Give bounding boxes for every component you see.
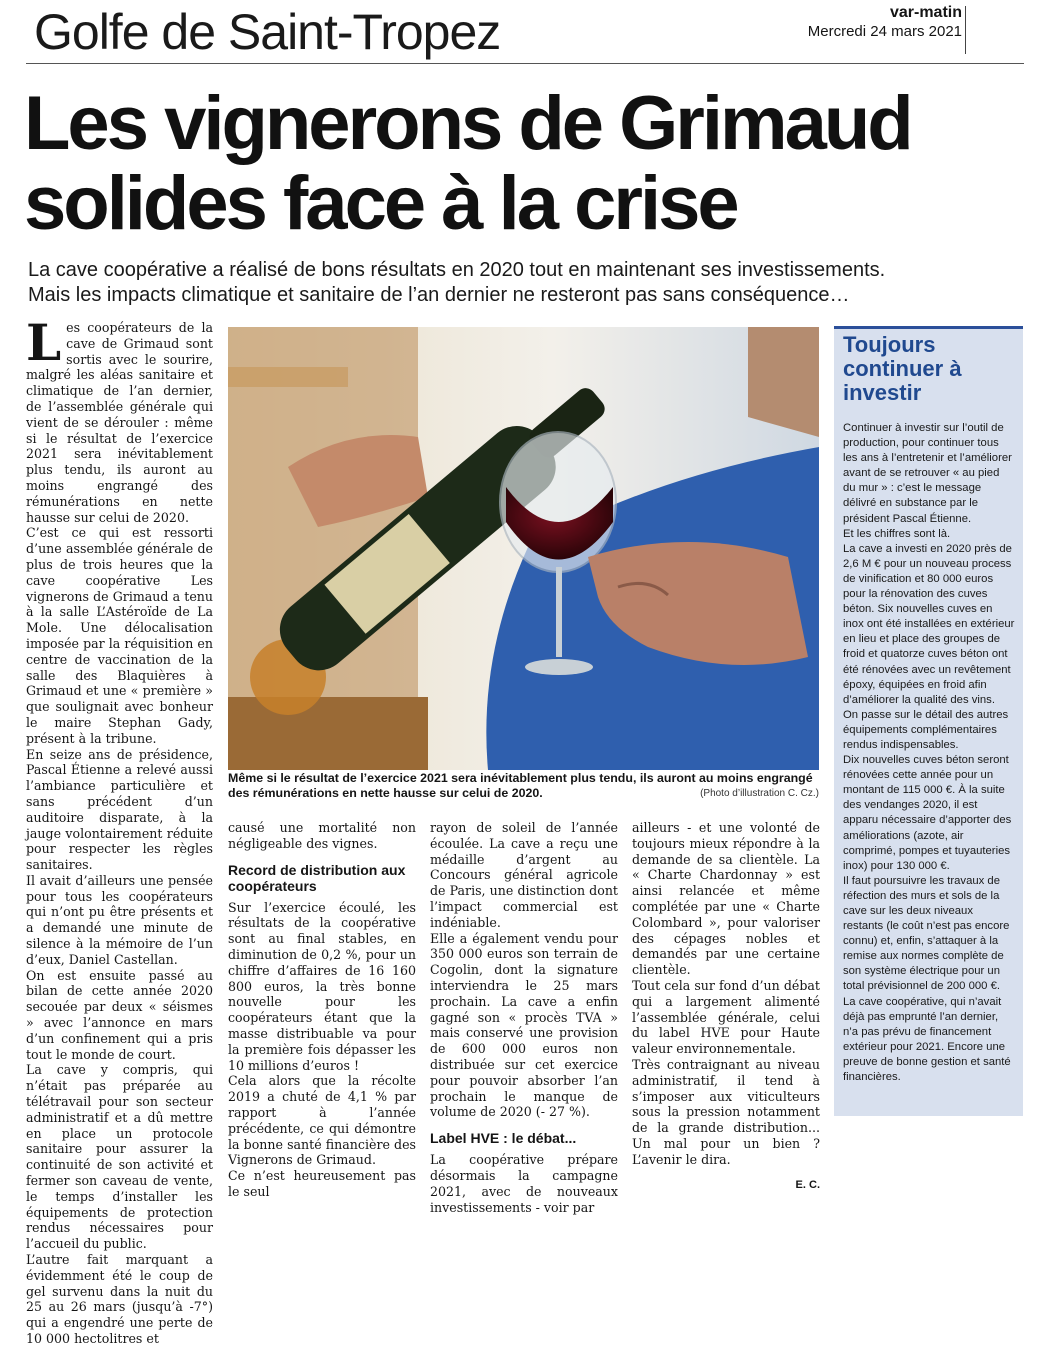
- article-paragraph: Très contraignant au niveau administratif, il tend à s’imposer aux viticulteurs sous la pression notamment de la grande distribution... Un mal pour un bien ? L’avenir le dira.: [632, 1056, 820, 1167]
- sidebar-paragraph: Il faut poursuivre les travaux de réfection des murs et sols de la cave sur les deux niveaux restants (le coût n’est pas encore connu) et, enfin, s’attaquer à la remise aux normes complète de son système électrique pour un total prévisionnel de 200 000 €.: [843, 874, 1010, 993]
- photo-credit: (Photo d’illustration C. Cz.): [700, 788, 819, 799]
- sidebar-box: [834, 326, 1023, 1116]
- article-paragraph: L’autre fait marquant a évidemment été le coup de gel survenu dans la nuit du 25 au 26 mars (jusqu’à -7°) qui a engendré une perte de 10 000 hectolitres et: [26, 1252, 213, 1346]
- subheading: Label HVE : le débat...: [430, 1130, 577, 1147]
- article-paragraph: La coopérative prépare désormais la campagne 2021, avec de nouveaux investissements - voir par: [430, 1152, 618, 1215]
- article-paragraph: En seize ans de présidence, Pascal Étienne a relevé aussi l’ambiance particulière et sans précédent d’un auditoire disparate, à la jauge volontairement réduite pour respecter les règles sanitaires.: [26, 746, 213, 873]
- sidebar-paragraph: La cave coopérative, qui n’avait déjà pas emprunté l’an dernier, n’a pas prévu de financement extérieur pour 2021. Encore une preuve de bonne gestion et santé financières.: [843, 995, 1011, 1084]
- drop-cap: L: [26, 313, 62, 372]
- article-paragraph: causé une mortalité non négligeable des vignes.: [228, 820, 416, 851]
- sidebar-paragraph: La cave a investi en 2020 près de 2,6 M € pour un nouveau process de vinification et 80 000 euros pour la rénovation des cuves béton. Six nouvelles cuves en inox ont été installées en extérieur en lieu et place des groupes de froid et quatorze cuves béton ont été rénovées avec un revêtement époxy, équipées en froid afin d’améliorer la qualité des vins.: [843, 542, 1015, 706]
- sidebar-title: Toujours continuer à investir: [843, 332, 962, 405]
- article-paragraph: ailleurs - et une volonté de toujours mieux répondre à la demande de sa clientèle. La « Charte Chardonnay » est ainsi relancée et même complétée par une « Charte Colombard », pour valoriser des cépages nobles et demandés par une certaine clientèle.: [632, 820, 820, 978]
- article-paragraph: Elle a également vendu pour 350 000 euros son terrain de Cogolin, dont la signature interviendra le 25 mars prochain. La cave a enfin gagné son « procès TVA » mais conservé une provision de 600 000 euros non distribuée sur cet exercice pour pouvoir absorber l’an prochain le manque de volume de 2020 (- 27 %).: [430, 930, 618, 1120]
- article-paragraph: La cave y compris, qui n’était pas préparée au télétravail pour son secteur administratif et a dû mettre en place un protocole sanitaire pour assurer la continuité de son activité et fermer son caveau de vente, le temps d’installer les équipements de protection rendus nécessaires pour l’accueil du public.: [26, 1062, 213, 1252]
- sidebar-paragraph: Continuer à investir sur l’outil de production, pour continuer tous les ans à l’entretenir et l’améliorer avant de se retrouver « au pied du mur » : c’est le message délivré en substance par le président Pascal Étienne.: [843, 422, 1012, 525]
- publication-info: [808, 4, 962, 42]
- article-column-4: [632, 820, 820, 1193]
- sidebar-paragraph: Et les chiffres sont là.: [843, 527, 951, 540]
- publication-name: var-matin: [889, 4, 962, 21]
- lede-line-2: Mais les impacts climatique et sanitaire de l’an dernier ne resteront pas sans conséquence…: [28, 284, 850, 306]
- header-rule: [26, 63, 1024, 64]
- article-paragraph: Tout cela sur fond d’un débat qui a largement alimenté l’assemblée générale, celui du label HVE pour Haute valeur environnementale.: [632, 977, 820, 1057]
- lede: [28, 258, 1028, 308]
- article-photo: [228, 327, 819, 770]
- article-paragraph: Cela alors que la récolte 2019 a chuté de 4,1 % par rapport à l’année précédente, ce qui démontre la bonne santé financière des Vignerons de Grimaud.: [228, 1073, 416, 1168]
- article-paragraph: C’est ce qui est ressorti d’une assemblée générale de plus de trois heures que la cave coopérative Les vignerons de Grimaud a tenu à la salle L’Astéroïde de La Mole. Une délocalisation imposée par la réquisition en centre de vaccination de la salle des Blaquières à Grimaud et une « première » que soulignait avec bonheur le maire Stephan Gady, présent à la tribune.: [26, 525, 213, 746]
- article-paragraph: rayon de soleil de l’année écoulée. La cave a reçu une médaille d’argent au Concours général agricole de Paris, une distinction dont l’impact commercial est indéniable.: [430, 820, 618, 930]
- article-paragraph: On est ensuite passé au bilan de cette année 2020 secouée par deux « séismes » avec l’annonce en mars d’un confinement qui a pris tout le monde de court.: [26, 967, 213, 1062]
- sidebar-paragraph: Dix nouvelles cuves béton seront rénovées cette année pour un montant de 115 000 €. À la suite des vendanges 2020, il est apparu nécessaire d’apporter des améliorations (azote, air comprimé, pompes et tuyauteries inox) pour 130 000 €.: [843, 754, 1012, 872]
- article-column-2: [228, 820, 416, 1200]
- wine-pouring-illustration: [228, 327, 819, 770]
- sidebar-body: [843, 421, 1015, 1085]
- publication-date: Mercredi 24 mars 2021: [807, 23, 962, 40]
- headline-line-1: Les vignerons de Grimaud: [24, 81, 911, 166]
- headline: [24, 81, 1024, 246]
- subheading: Record de distribution aux coopérateurs: [228, 861, 406, 894]
- header-divider: [965, 6, 966, 54]
- article-column-1: [26, 313, 213, 1347]
- lede-line-1: La cave coopérative a réalisé de bons résultats en 2020 tout en maintenant ses investissements.: [28, 259, 886, 281]
- article-column-3: [430, 820, 618, 1215]
- photo-caption: Même si le résultat de l’exercice 2021 sera inévitablement plus tendu, ils auront au moins engrangé des rémunérations en nette hausse sur celui de 2020.: [228, 771, 813, 800]
- headline-line-2: solides face à la crise: [24, 161, 737, 246]
- article-paragraph: Ce n’est heureusement pas le seul: [228, 1168, 416, 1199]
- article-paragraph: Il avait d’ailleurs une pensée pour tous les coopérateurs qui n’ont pu être présents et a demandé une minute de silence à la mémoire de l’un d’eux, Daniel Castellan.: [26, 872, 213, 967]
- sidebar-paragraph: On passe sur le détail des autres équipements complémentaires rendus indispensables.: [843, 708, 1009, 751]
- section-title: Golfe de Saint-Tropez: [34, 4, 501, 60]
- article-paragraph: Sur l’exercice écoulé, les résultats de la coopérative sont au final stables, en diminution de 0,2 %, pour un chiffre d’affaires de 16 160 800 euros, la très bonne nouvelle pour les coopérateurs étant que la masse distribuable va pour la première fois dépasser les 10 millions d’euros !: [228, 899, 416, 1073]
- article-paragraph: Les coopérateurs de la cave de Grimaud sont sortis avec le sourire, malgré les aléas sanitaire et climatique de l’an dernier, de l’assemblée générale qui vient de se dérouler : même si le résultat de l’exercice 2021 sera inévitablement plus tendu, ils auront au moins engrangé des rémunérations en nette hausse sur celui de 2020.: [26, 313, 213, 525]
- author-signature: E. C.: [795, 1178, 820, 1191]
